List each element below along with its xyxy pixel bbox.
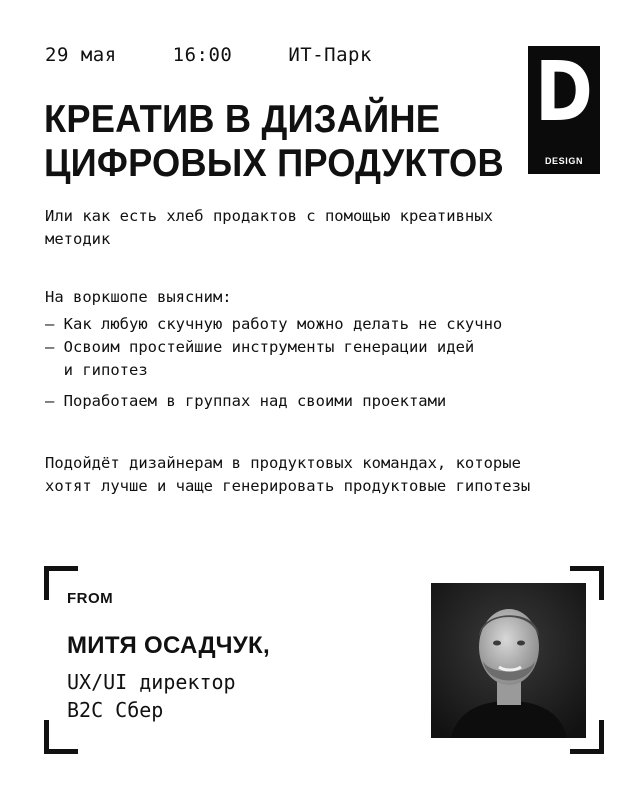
list-item: – Как любую скучную работу можно делать не скучно bbox=[45, 315, 503, 333]
list-item: и гипотез bbox=[45, 361, 148, 379]
speaker-name: МИТЯ ОСАДЧУК, bbox=[67, 632, 270, 659]
speaker-role-line-2: B2C Сбер bbox=[67, 698, 164, 722]
event-place: ИТ-Парк bbox=[288, 44, 372, 66]
logo-letter: D bbox=[535, 45, 593, 140]
event-date: 29 мая bbox=[45, 44, 117, 66]
subtitle-line-2: методик bbox=[45, 230, 111, 248]
page-title bbox=[44, 98, 504, 186]
event-time: 16:00 bbox=[172, 44, 233, 66]
design-logo bbox=[528, 46, 600, 174]
workshop-bullets bbox=[45, 313, 502, 413]
title-line-1: КРЕАТИВ В ДИЗАЙНЕ bbox=[44, 98, 441, 141]
subtitle bbox=[45, 205, 493, 251]
speaker-photo bbox=[431, 583, 586, 738]
audience-line-1: Подойдёт дизайнерам в продуктовых командах, которые bbox=[45, 454, 521, 472]
audience-text bbox=[45, 452, 530, 498]
list-item: – Освоим простейшие инструменты генерации идей bbox=[45, 338, 475, 356]
event-meta bbox=[45, 44, 428, 66]
list-item: – Поработаем в группах над своими проектами bbox=[45, 392, 447, 410]
speaker-role-line-1: UX/UI директор bbox=[67, 670, 236, 694]
speaker-portrait-icon bbox=[431, 583, 586, 738]
subtitle-line-1: Или как есть хлеб продактов с помощью креативных bbox=[45, 207, 493, 225]
logo-caption: DESIGN bbox=[544, 156, 584, 166]
audience-line-2: хотят лучше и чаще генерировать продуктовые гипотезы bbox=[45, 477, 531, 495]
workshop-intro: На воркшопе выясним: bbox=[45, 288, 232, 306]
title-line-2: ЦИФРОВЫХ ПРОДУКТОВ bbox=[44, 142, 504, 185]
speaker-role bbox=[67, 668, 236, 724]
frame-corner-bottom-left bbox=[44, 720, 78, 754]
from-label: FROM bbox=[67, 590, 114, 607]
